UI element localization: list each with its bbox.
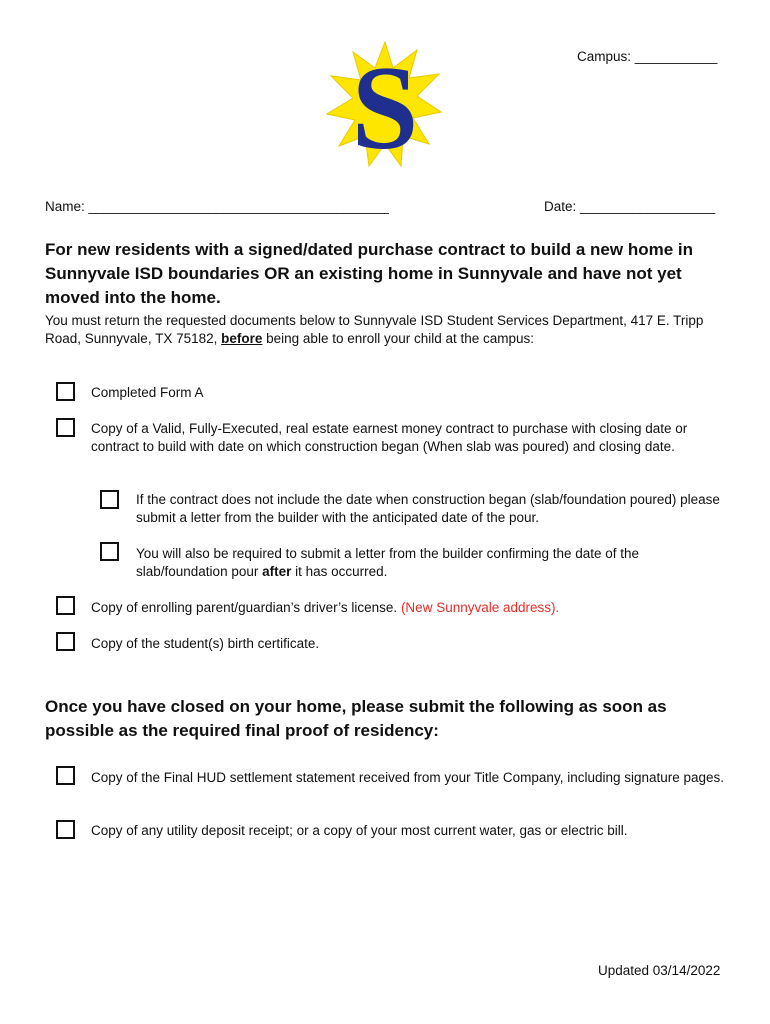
logo-letter: S	[351, 41, 419, 170]
item-builder-letter: If the contract does not include the date when construction began (slab/foundation poured) please submit a letter from the builder with the anticipated date of the pour.	[136, 492, 720, 525]
sunnyvale-logo	[325, 40, 443, 170]
item-form-a: Completed Form A	[91, 385, 204, 400]
section2-title: Once you have closed on your home, please submit the following as soon as possible as the required final proof of residency:	[45, 697, 667, 740]
checkbox-drivers-license[interactable]	[56, 596, 75, 615]
item-utility-bill: Copy of any utility deposit receipt; or a copy of your most current water, gas or electric bill.	[91, 823, 628, 838]
checkbox-contract[interactable]	[56, 418, 75, 437]
checkbox-birth-certificate[interactable]	[56, 632, 75, 651]
section1-intro: You must return the requested documents below to Sunnyvale ISD Student Services Department, 417 E. Tripp Road, Sunnyvale, TX 75182, before being able to enroll your child at the campus:	[45, 313, 704, 346]
checkbox-hud-statement[interactable]	[56, 766, 75, 785]
item-hud-statement: Copy of the Final HUD settlement statement received from your Title Company, including signature pages.	[91, 770, 725, 785]
date-field: Date: __________________	[544, 199, 716, 214]
checkbox-utility-bill[interactable]	[56, 820, 75, 839]
checkbox-slab-letter[interactable]	[100, 542, 119, 561]
checkbox-builder-letter[interactable]	[100, 490, 119, 509]
campus-field: Campus: ___________	[577, 49, 718, 64]
new-address-note: (New Sunnyvale address).	[400, 600, 560, 615]
item-slab-letter: You will also be required to submit a letter from the builder confirming the date of the slab/foundation pour after it has occurred.	[136, 546, 640, 579]
item-birth-certificate: Copy of the student(s) birth certificate.	[91, 636, 320, 651]
item-contract: Copy of a Valid, Fully-Executed, real estate earnest money contract to purchase with closing date or contract to build with date on which construction began (When slab was poured) and closing date.	[91, 421, 688, 454]
checkbox-form-a[interactable]	[56, 382, 75, 401]
updated-date: Updated 03/14/2022	[598, 963, 721, 978]
item-drivers-license: Copy of enrolling parent/guardian’s driver’s license. (New Sunnyvale address).	[91, 600, 560, 615]
section1-title: For new residents with a signed/dated purchase contract to build a new home in Sunnyvale ISD boundaries OR an existing home in Sunnyvale and have not yet moved into the home.	[45, 240, 693, 307]
name-field: Name: ________________________________________	[45, 199, 389, 214]
